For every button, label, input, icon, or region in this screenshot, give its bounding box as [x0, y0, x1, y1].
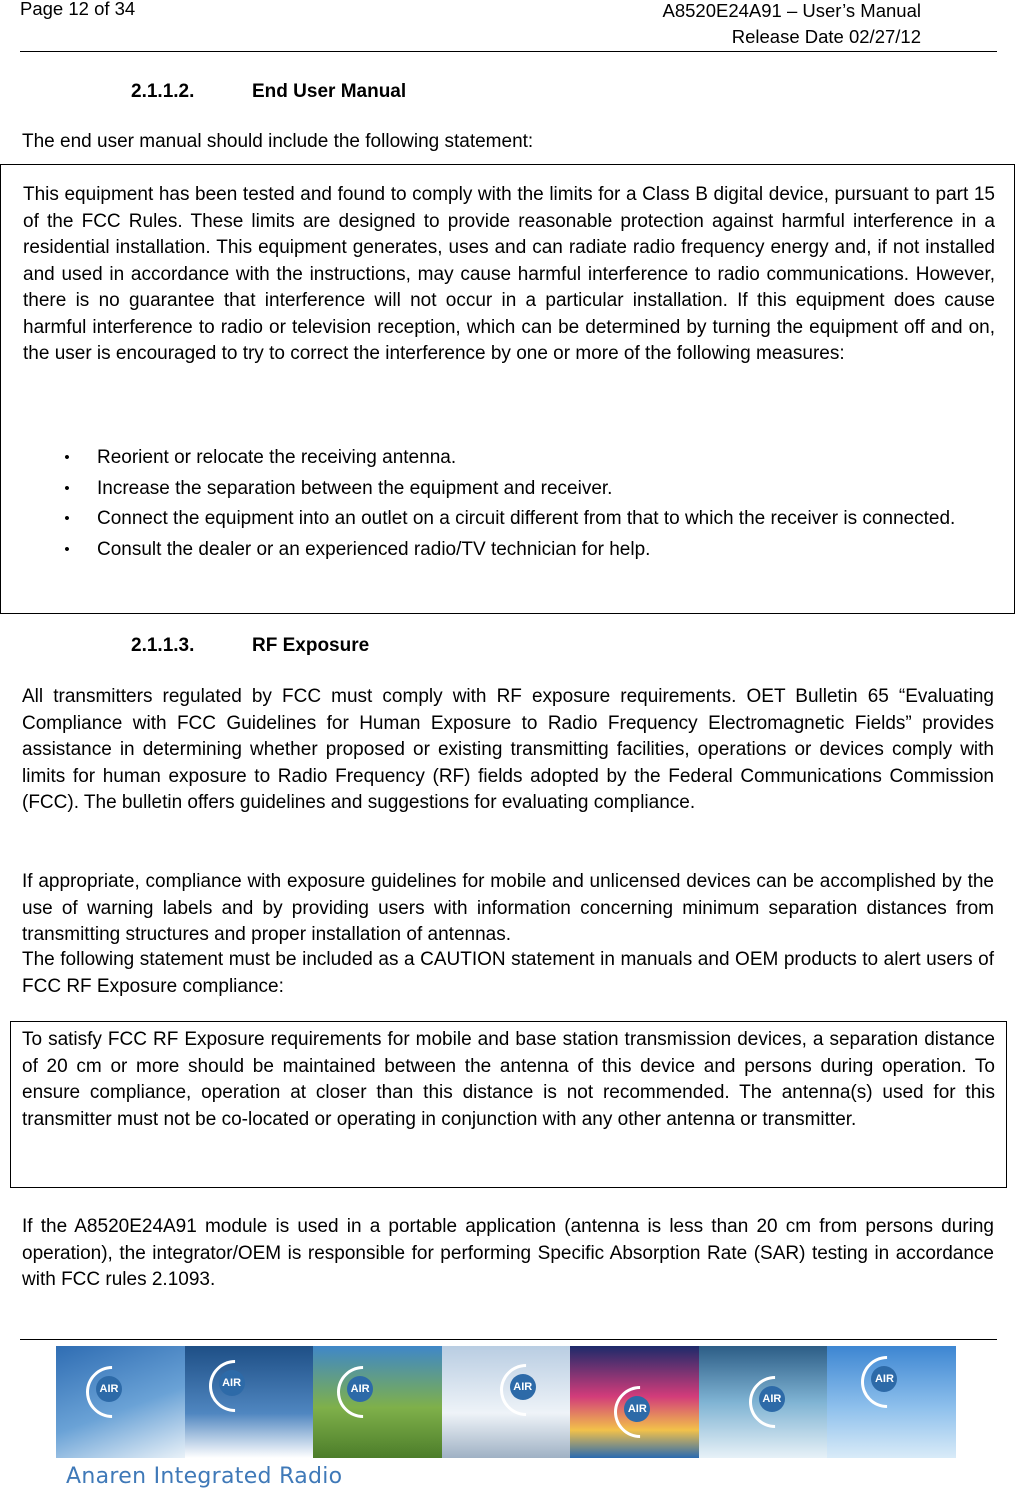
- document-title: A8520E24A91 – User’s Manual: [662, 0, 921, 21]
- banner-panel: [570, 1346, 699, 1458]
- document-header: [501, 0, 921, 50]
- section-heading-rf-exposure: [131, 635, 369, 657]
- banner-panel: [699, 1346, 828, 1458]
- bullet-icon: •: [64, 449, 70, 466]
- page-number: Page 12 of 34: [20, 0, 136, 19]
- rf-paragraph-guidelines: If appropriate, compliance with exposure guidelines for mobile and unlicensed devices can be accomplished by the use of warning labels and by providing users with information concerning minimum separation distances from transmitting structures and proper installation of antennas.: [22, 871, 994, 945]
- banner-panel: [827, 1346, 956, 1458]
- section-number: 2.1.1.3.: [131, 635, 195, 656]
- list-item: • Connect the equipment into an outlet on a circuit different from that to which the receiver is connected.: [37, 506, 977, 533]
- brand-name: Anaren Integrated Radio: [66, 1464, 343, 1489]
- section-title: RF Exposure: [252, 635, 370, 656]
- section-title: End User Manual: [252, 81, 407, 102]
- release-date: Release Date 02/27/12: [731, 26, 921, 47]
- air-logo-icon: AIR: [871, 1366, 897, 1392]
- rf-paragraph-caution-intro: The following statement must be included as a CAUTION statement in manuals and OEM products to alert users of FCC RF Exposure compliance:: [22, 949, 994, 997]
- measures-list: [37, 445, 977, 572]
- air-logo-icon: AIR: [510, 1374, 536, 1400]
- air-logo-icon: AIR: [96, 1376, 122, 1402]
- bullet-icon: •: [64, 479, 70, 497]
- banner-panel: [313, 1346, 442, 1458]
- caution-statement-text: To satisfy FCC RF Exposure requirements for mobile and base station transmission devices, a separation distance of 20 cm or more should be maintained between the antenna of this device and persons during operation. To ensure compliance, operation at closer than this distance is not recommended. The antenna(s) used for this transmitter must not be co-located or operating in conjunction with any other antenna or transmitter.: [22, 1029, 995, 1130]
- fcc-statement-text: This equipment has been tested and found to comply with the limits for a Class B digital device, pursuant to part 15 of the FCC Rules. These limits are designed to provide reasonable protection against harmful interference in a residential installation. This equipment generates, uses and can radiate radio frequency energy and, if not installed and used in accordance with the instructions, may cause harmful interference to radio communications. However, there is no guarantee that interference will not occur in a particular installation. If this equipment does cause harmful interference to radio or television reception, which can be determined by turning the equipment off and on, the user is encouraged to try to correct the interference by one or more of the following measures:: [23, 184, 995, 364]
- banner-panel: [56, 1346, 185, 1458]
- banner-panel: [442, 1346, 571, 1458]
- section-heading-end-user-manual: [131, 81, 406, 103]
- intro-paragraph: The end user manual should include the following statement:: [22, 131, 534, 152]
- caution-statement-box: [10, 1021, 1007, 1188]
- header-divider: [20, 51, 997, 52]
- footer-banner-image: [56, 1346, 956, 1458]
- section-number: 2.1.1.2.: [131, 81, 195, 102]
- air-logo-icon: AIR: [347, 1376, 373, 1402]
- bullet-icon: •: [64, 510, 70, 527]
- banner-panel: [185, 1346, 314, 1458]
- air-logo-icon: AIR: [759, 1386, 785, 1412]
- list-item: • Reorient or relocate the receiving antenna.: [37, 445, 977, 472]
- air-logo-icon: AIR: [624, 1396, 650, 1422]
- list-item: • Consult the dealer or an experienced radio/TV technician for help.: [37, 537, 977, 564]
- bullet-icon: •: [64, 540, 70, 558]
- air-logo-icon: AIR: [219, 1370, 245, 1396]
- rf-paragraph-bulletin: All transmitters regulated by FCC must comply with RF exposure requirements. OET Bulletin 65 “Evaluating Compliance with FCC Guidelines for Human Exposure to Radio Frequency Electromagnetic Fields” provides assistance in determining whether proposed or existing transmitting facilities, operations or devices comply with limits for human exposure to Radio Frequency (RF) fields adopted by the Federal Communications Commission (FCC). The bulletin offers guidelines and suggestions for evaluating compliance.: [22, 686, 994, 813]
- footer-divider: [20, 1339, 997, 1340]
- list-item: • Increase the separation between the equipment and receiver.: [37, 476, 977, 503]
- fcc-statement-box: [0, 164, 1015, 614]
- rf-paragraph-sar: If the A8520E24A91 module is used in a portable application (antenna is less than 20 cm from persons during operation), the integrator/OEM is responsible for performing Specific Absorption Rate (SAR) testing in accordance with FCC rules 2.1093.: [22, 1216, 994, 1290]
